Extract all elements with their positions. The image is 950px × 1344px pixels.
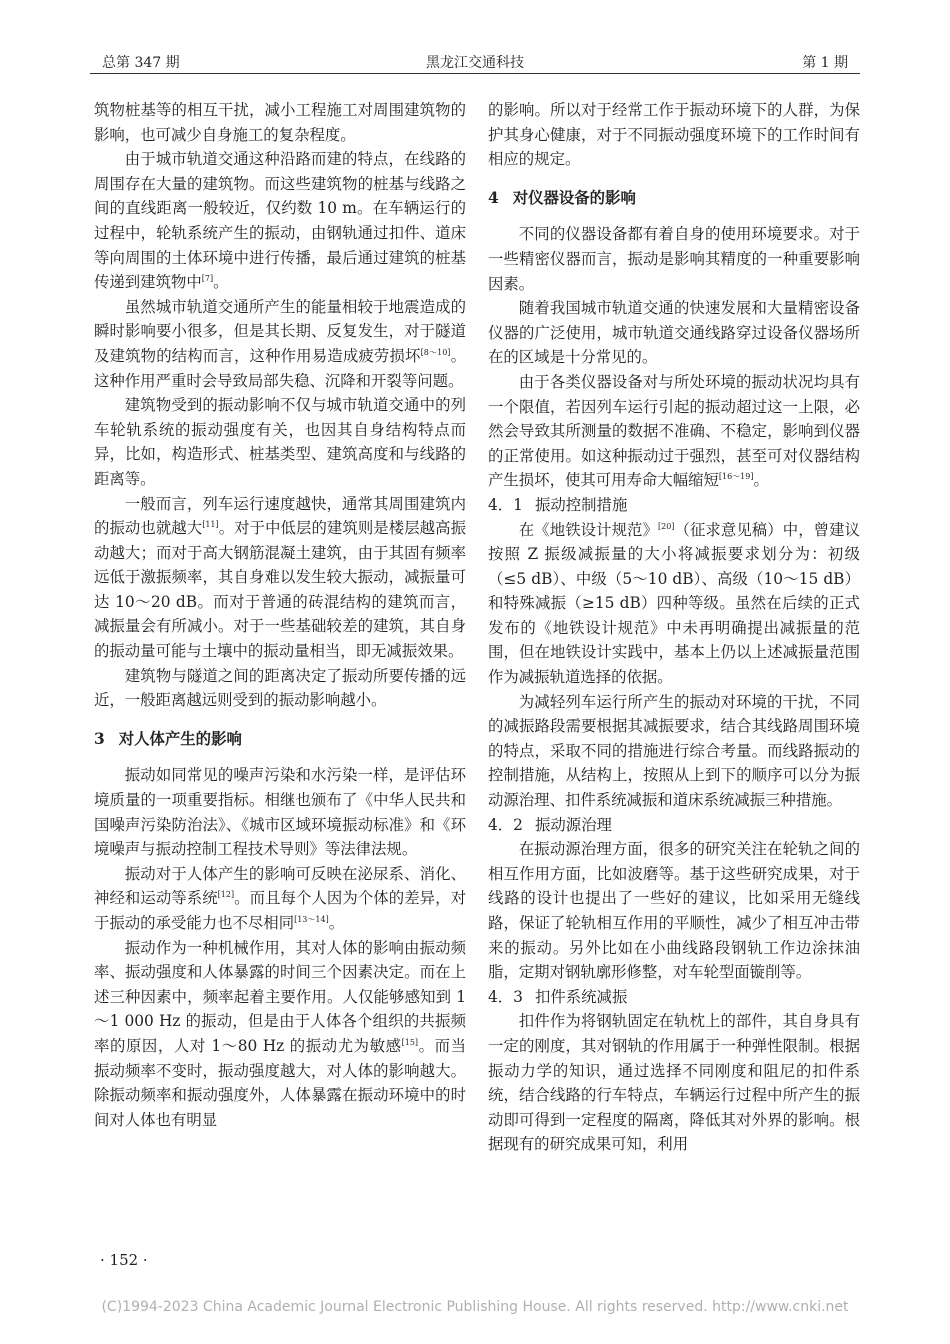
paragraph: 建筑物受到的振动影响不仅与城市轨道交通中的列车轮轨系统的振动强度有关，也因其自身结构特点而异，比如，构造形式、桩基类型、建筑高度和与线路的距离等。 [94,396,466,488]
section-heading-4: 4 对仪器设备的影响 [488,188,636,207]
paragraph: 虽然城市轨道交通所产生的能量相较于地震造成的瞬时影响要小很多，但是其长期、反复发生，对于隧道及建筑物的结构而言，这种作用易造成疲劳损坏[8～10]。这种作用严重时会导致局部失稳、沉降和开裂等问题。 [94,297,466,390]
citation: [13～14] [294,915,329,924]
citation: [7] [201,274,214,284]
running-header [90,46,860,74]
paragraph: 在振动源治理方面，很多的研究关注在轮轨之间的相互作用方面，比如波磨等。基于这些研究成果，对于线路的设计也提出了一些好的建议，比如采用无缝线路，保证了轮轨相互作用的平顺性，减少了相互冲击带来的振动。另外比如在小曲线路段钢轨工作边涂抹油脂，定期对钢轨廓形修整，对车轮型面镟削等。 [488,840,860,982]
paragraph: 不同的仪器设备都有着自身的使用环境要求。对于一些精密仪器而言，振动是影响其精度的一种重要影响因素。 [488,225,860,293]
paragraph: 一般而言，列车运行速度越快，通常其周围建筑内的振动也就越大[11]。对于中低层的建筑则是楼层越高振动越大；而对于高大钢筋混凝土建筑，由于其固有频率远低于激振频率，其自身难以发生较大振动，减振量可达 10～20 dB。而对于普通的砖混结构的建筑而言，减振量会有所减小。对于一些基础较差的建筑，其自身的振动量可能与土壤中的振动量相当，即无减振效果。 [94,494,466,661]
paragraph: 的影响。所以对于经常工作于振动环境下的人群，为保护其身心健康，对于不同振动强度环境下的工作时间有相应的规定。 [488,101,860,169]
journal-title: 黑龙江交通科技 [426,55,524,71]
paragraph: 振动对于人体产生的影响可反映在泌尿系、消化、神经和运动等系统[12]。而且每个人因为个体的差异，对于振动的承受能力也不尽相同[13～14]。 [94,864,466,932]
paragraph: 振动作为一种机械作用，其对人体的影响由振动频率、振动强度和人体暴露的时间三个因素决定。而在上述三种因素中，频率起着主要作用。人仅能够感知到 1～1 000 Hz 的振动，但是由于人体各个组织的共振频率的原因，人对 1～80 Hz 的振动尤为敏感[15]。而当振动频率不变时，振动强度越大，对人体的影响越大。除振动频率和振动强度外，人体暴露在振动环境中的时间对人体也有明显 [94,938,466,1129]
paragraph: 为减轻列车运行所产生的振动对环境的干扰，不同的减振路段需要根据其减振要求，结合其线路周围环境的特点，采取不同的措施进行综合考量。而线路振动的控制措施，从结构上，按照从上到下的顺序可以分为振动源治理、扣件系统减振和道床系统减振三种措施。 [488,692,860,810]
paragraph: 振动如同常见的噪声污染和水污染一样，是评估环境质量的一项重要指标。相继也颁布了《中华人民共和国噪声污染防治法》、《城市区域环境振动标准》和《环境噪声与振动控制工程技术导则》等法律法规。 [94,766,466,859]
citation: [11] [202,520,219,530]
paragraph: 筑物桩基等的相互干扰，减小工程施工对周围建筑物的影响，也可减少自身施工的复杂程度。 [94,101,466,144]
paragraph: 扣件作为将钢轨固定在轨枕上的部件，其自身具有一定的刚度，其对钢轨的作用属于一种弹性限制。根据振动力学的知识，通过选择不同刚度和阻尼的扣件系统，结合线路的行车特点，车辆运行过程中所产生的振动即可得到一定程度的隔离，降低其对外界的影响。根据现有的研究成果可知，利用 [488,1012,860,1154]
paragraph: 随着我国城市轨道交通的快速发展和大量精密设备仪器的广泛使用，城市轨道交通线路穿过设备仪器场所在的区域是十分常见的。 [488,299,860,367]
paragraph: 由于各类仪器设备对与所处环境的振动状况均具有一个限值，若因列车运行引起的振动超过这一上限，必然会导致其所测量的数据不准确、不稳定，影响到仪器的正常使用。如这种振动过于强烈，甚至可对仪器结构产生损坏，使其可用寿命大幅缩短[16～19]。 [488,372,860,490]
right-column [488,98,860,1157]
left-column [94,98,466,1132]
citation: [8～10] [420,347,451,357]
paragraph: 建筑物与隧道之间的距离决定了振动所要传播的远近，一般距离越远则受到的振动影响越小。 [94,666,466,710]
subsection-heading-4-2: 4．2 振动源治理 [488,815,612,834]
subsection-heading-4-1: 4．1 振动控制措施 [488,495,628,514]
page-number: · 152 · [100,1251,148,1269]
copyright-watermark: (C)1994-2023 China Academic Journal Electronic Publishing House. All rights reserved. http://www.cnki.net [101,1299,849,1315]
citation: [16～19] [718,472,754,482]
paragraph: 在《地铁设计规范》[20]（征求意见稿）中，曾建议按照 Z 振级减振量的大小将减振要求划分为：初级（≤5 dB）、中级（5～10 dB）、高级（10～15 dB）和特殊减振（≥15 dB）四种等级。虽然在后续的正式发布的《地铁设计规范》中未再明确提出减振量的范围，但在地铁设计实践中，基本上仍以上述减振量范围作为减振轨道选择的依据。 [488,520,860,687]
issue-number: 第 1 期 [802,55,848,71]
subsection-heading-4-3: 4．3 扣件系统减振 [488,987,628,1006]
issue-total: 总第 347 期 [102,55,180,71]
citation: [20] [657,521,675,531]
header-rule [90,73,860,74]
citation: [15] [401,1037,419,1047]
section-heading-3: 3 对人体产生的影响 [94,729,242,748]
paragraph: 由于城市轨道交通这种沿路而建的特点，在线路的周围存在大量的建筑物。而这些建筑物的桩基与线路之间的直线距离一般较近，仅约数 10 m。在车辆运行的过程中，轮轨系统产生的振动，由钢轨通过扣件、道床等向周围的土体环境中进行传播，最后通过建筑的桩基传递到建筑物中[7]。 [94,150,466,292]
citation: [12] [217,890,235,900]
